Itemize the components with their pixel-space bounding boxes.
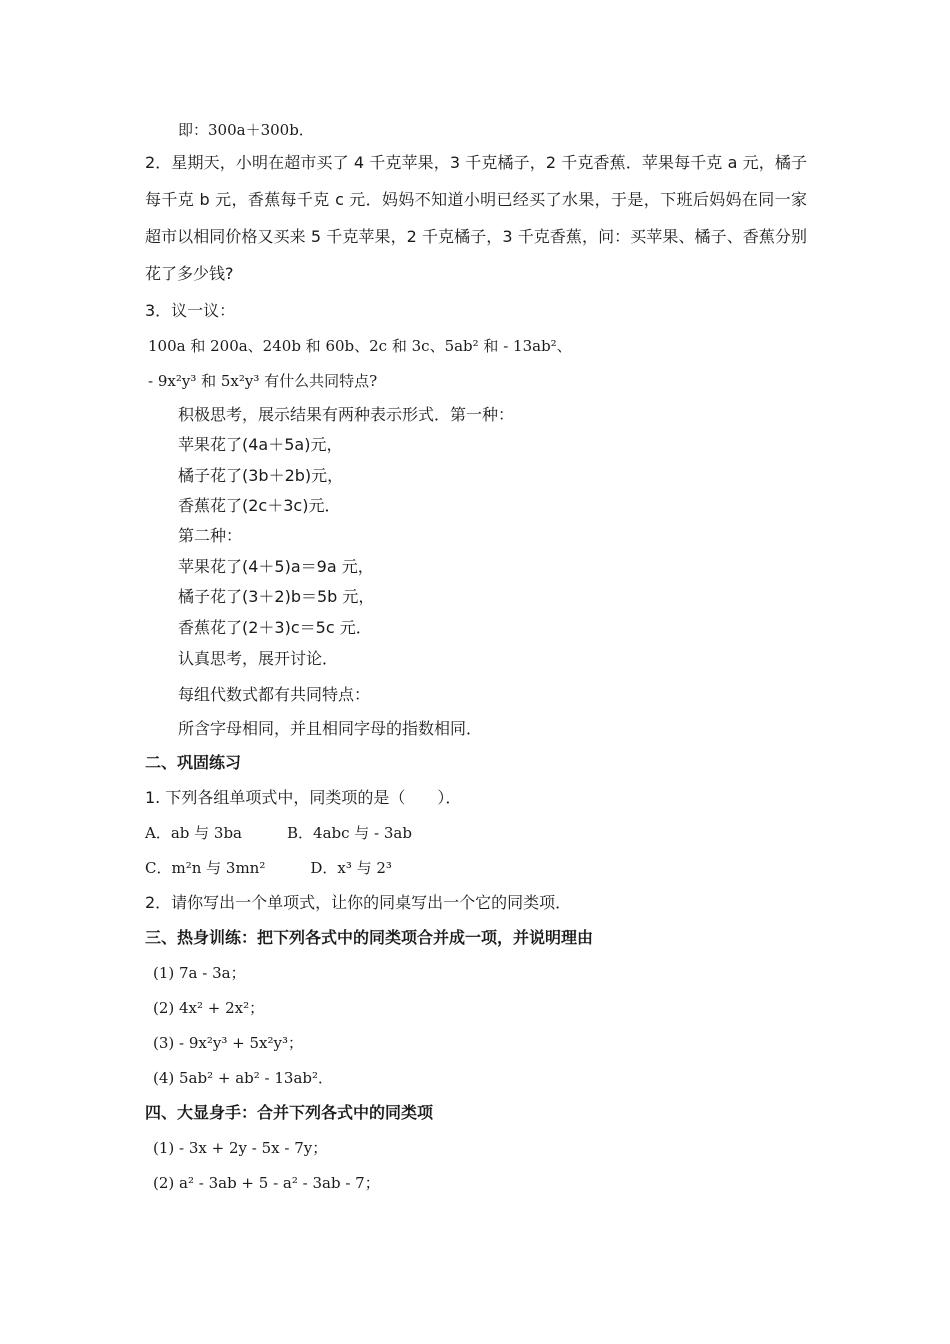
warmup-item-4: (4) 5ab² + ab² - 13ab²． (153, 1069, 334, 1087)
form1-apple: 苹果花了(4a＋5a)元， (178, 435, 343, 454)
expression-pairs-line-2: - 9x²y³ 和 5x²y³ 有什么共同特点? (148, 372, 378, 390)
discuss-line: 认真思考，展开讨论． (178, 649, 339, 668)
form2-banana: 香蕉花了(2＋3)c＝5c 元． (178, 618, 372, 637)
warmup-item-1: (1) 7a - 3a； (153, 964, 246, 982)
second-form-label: 第二种： (178, 526, 243, 545)
exercise-1-question: 1. 下列各组单项式中，同类项的是（ ）． (145, 788, 462, 807)
exercise-1-options-cd: C．m²n 与 3mn² D．x³ 与 2³ (145, 859, 392, 877)
challenge-item-2: (2) a² - 3ab + 5 - a² - 3ab - 7； (153, 1174, 380, 1192)
section-heading-2: 二、巩固练习 (145, 753, 242, 772)
section-heading-3: 三、热身训练：把下列各式中的同类项合并成一项，并说明理由 (145, 928, 594, 947)
challenge-item-1: (1) - 3x + 2y - 5x - 7y； (153, 1139, 328, 1157)
conclusion-line: 所含字母相同，并且相同字母的指数相同． (178, 719, 483, 738)
form1-orange: 橘子花了(3b＋2b)元， (178, 466, 344, 485)
common-feature-line: 每组代数式都有共同特点： (178, 685, 371, 704)
section-heading-4: 四、大显身手：合并下列各式中的同类项 (145, 1103, 434, 1122)
form2-apple: 苹果花了(4＋5)a＝9a 元， (178, 557, 374, 576)
problem-2-paragraph: 2．星期天，小明在超市买了 4 千克苹果，3 千克橘子，2 千克香蕉．苹果每千克 a 元，橘子每千克 b 元，香蕉每千克 c 元．妈妈不知道小明已经买了水果，于是，下班后妈妈在同一家超市以相同价格又买来 5 千克苹果，2 千克橘子，3 千克香蕉，问：买苹果、橘子、香蕉分别花了多少钱? (145, 153, 807, 283)
expression-pairs-line-1: 100a 和 200a、240b 和 60b、2c 和 3c、5ab² 和 - 13ab²、 (148, 337, 572, 355)
exercise-2-question: 2．请你写出一个单项式，让你的同桌写出一个它的同类项． (145, 893, 572, 912)
think-prompt: 积极思考，展示结果有两种表示形式．第一种： (178, 405, 515, 424)
form1-banana: 香蕉花了(2c＋3c)元． (178, 496, 341, 515)
warmup-item-3: (3) - 9x²y³ + 5x²y³； (153, 1034, 303, 1052)
discussion-heading: 3．议一议： (145, 301, 236, 320)
warmup-item-2: (2) 4x² + 2x²； (153, 999, 265, 1017)
exercise-1-options-ab: A．ab 与 3ba B．4abc 与 - 3ab (145, 824, 412, 842)
form2-orange: 橘子花了(3＋2)b＝5b 元， (178, 587, 375, 606)
line-result: 即：300a＋300b． (178, 121, 314, 139)
